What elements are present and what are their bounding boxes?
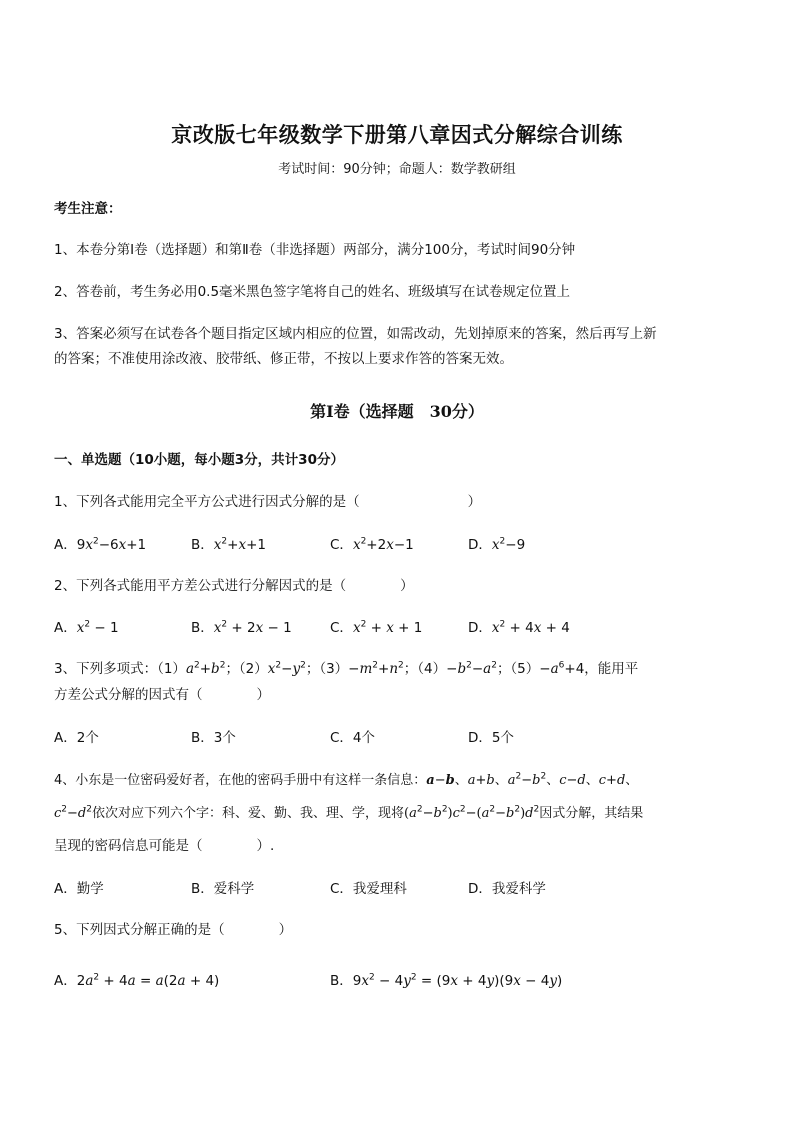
question-1-option-c[interactable]: C．$x^2+2x-1$ bbox=[330, 536, 414, 553]
question-4-option-d[interactable]: D．我爱科学 bbox=[468, 881, 546, 897]
part-title: 第Ⅰ卷（选择题 30分） bbox=[310, 402, 484, 421]
question-4-stem-line3: 呈现的密码信息可能是（ ）. bbox=[54, 838, 275, 854]
question-2-option-b[interactable]: B．$x^2 + 2x - 1$ bbox=[191, 619, 292, 636]
question-5-option-b[interactable]: B．$9x^2 - 4y^2 = (9x + 4y)(9x - 4y)$ bbox=[330, 972, 563, 989]
notice-item: 3、答案必须写在试卷各个题目指定区域内相应的位置，如需改动，先划掉原来的答案，然后再写上新 bbox=[54, 326, 657, 342]
question-4-stem-line1: 4、小东是一位密码爱好者，在他的密码手册中有这样一条信息：a−b、a+b、$a^2-b^2$、c−d、c+d、 bbox=[54, 771, 639, 788]
notice-item: 1、本卷分第Ⅰ卷（选择题）和第Ⅱ卷（非选择题）两部分，满分100分，考试时间90分钟 bbox=[54, 242, 576, 258]
question-3-stem-line2: 方差公式分解的因式有（ ） bbox=[54, 687, 270, 703]
question-2-option-a[interactable]: A．$x^2 - 1$ bbox=[54, 619, 119, 636]
question-3-option-c[interactable]: C．4个 bbox=[330, 730, 376, 746]
section-heading: 一、单选题（10小题，每小题3分，共计30分） bbox=[54, 452, 344, 468]
notice-heading: 考生注意： bbox=[54, 201, 122, 217]
page-title: 京改版七年级数学下册第八章因式分解综合训练 bbox=[171, 122, 623, 147]
question-4-stem-line2: $c^2-d^2$依次对应下列六个字：科、爱、勤、我、理、学，现将$(a^2-b^2)c^2-(a^2-b^2)d^2$因式分解，其结果 bbox=[54, 804, 644, 821]
question-1-stem: 1、下列各式能用完全平方公式进行因式分解的是（ ） bbox=[54, 494, 482, 510]
question-3-option-a[interactable]: A．2个 bbox=[54, 730, 99, 746]
question-4-option-b[interactable]: B．爱科学 bbox=[191, 881, 255, 897]
question-3-option-b[interactable]: B．3个 bbox=[191, 730, 236, 746]
question-2-option-c[interactable]: C．$x^2 + x + 1$ bbox=[330, 619, 423, 636]
page-subtitle: 考试时间：90分钟；命题人：数学教研组 bbox=[278, 162, 516, 177]
question-5-stem: 5、下列因式分解正确的是（ ） bbox=[54, 922, 293, 938]
question-3-option-d[interactable]: D．5个 bbox=[468, 730, 514, 746]
question-4-option-a[interactable]: A．勤学 bbox=[54, 881, 104, 897]
question-5-option-a[interactable]: A．$2a^2 + 4a = a(2a + 4)$ bbox=[54, 972, 220, 989]
question-2-stem: 2、下列各式能用平方差公式进行分解因式的是（ ） bbox=[54, 578, 414, 594]
question-1-option-b[interactable]: B．$x^2+x+1$ bbox=[191, 536, 266, 553]
question-4-option-c[interactable]: C．我爱理科 bbox=[330, 881, 407, 897]
notice-item: 的答案；不准使用涂改液、胶带纸、修正带，不按以上要求作答的答案无效。 bbox=[54, 351, 513, 367]
question-3-stem-line1: 3、下列多项式：$(1)a^2+b^2$；$(2)x^2-y^2$；$(3)-m^2+n^2$；$(4)-b^2-a^2$；$(5)-a^6+4$，能用平 bbox=[54, 660, 639, 677]
question-1-option-d[interactable]: D．$x^2-9$ bbox=[468, 536, 526, 553]
notice-item: 2、答卷前，考生务必用0.5毫米黑色签字笔将自己的姓名、班级填写在试卷规定位置上 bbox=[54, 284, 571, 300]
question-2-option-d[interactable]: D．$x^2 + 4x + 4$ bbox=[468, 619, 570, 636]
question-1-option-a[interactable]: A．$9x^2-6x+1$ bbox=[54, 536, 147, 553]
